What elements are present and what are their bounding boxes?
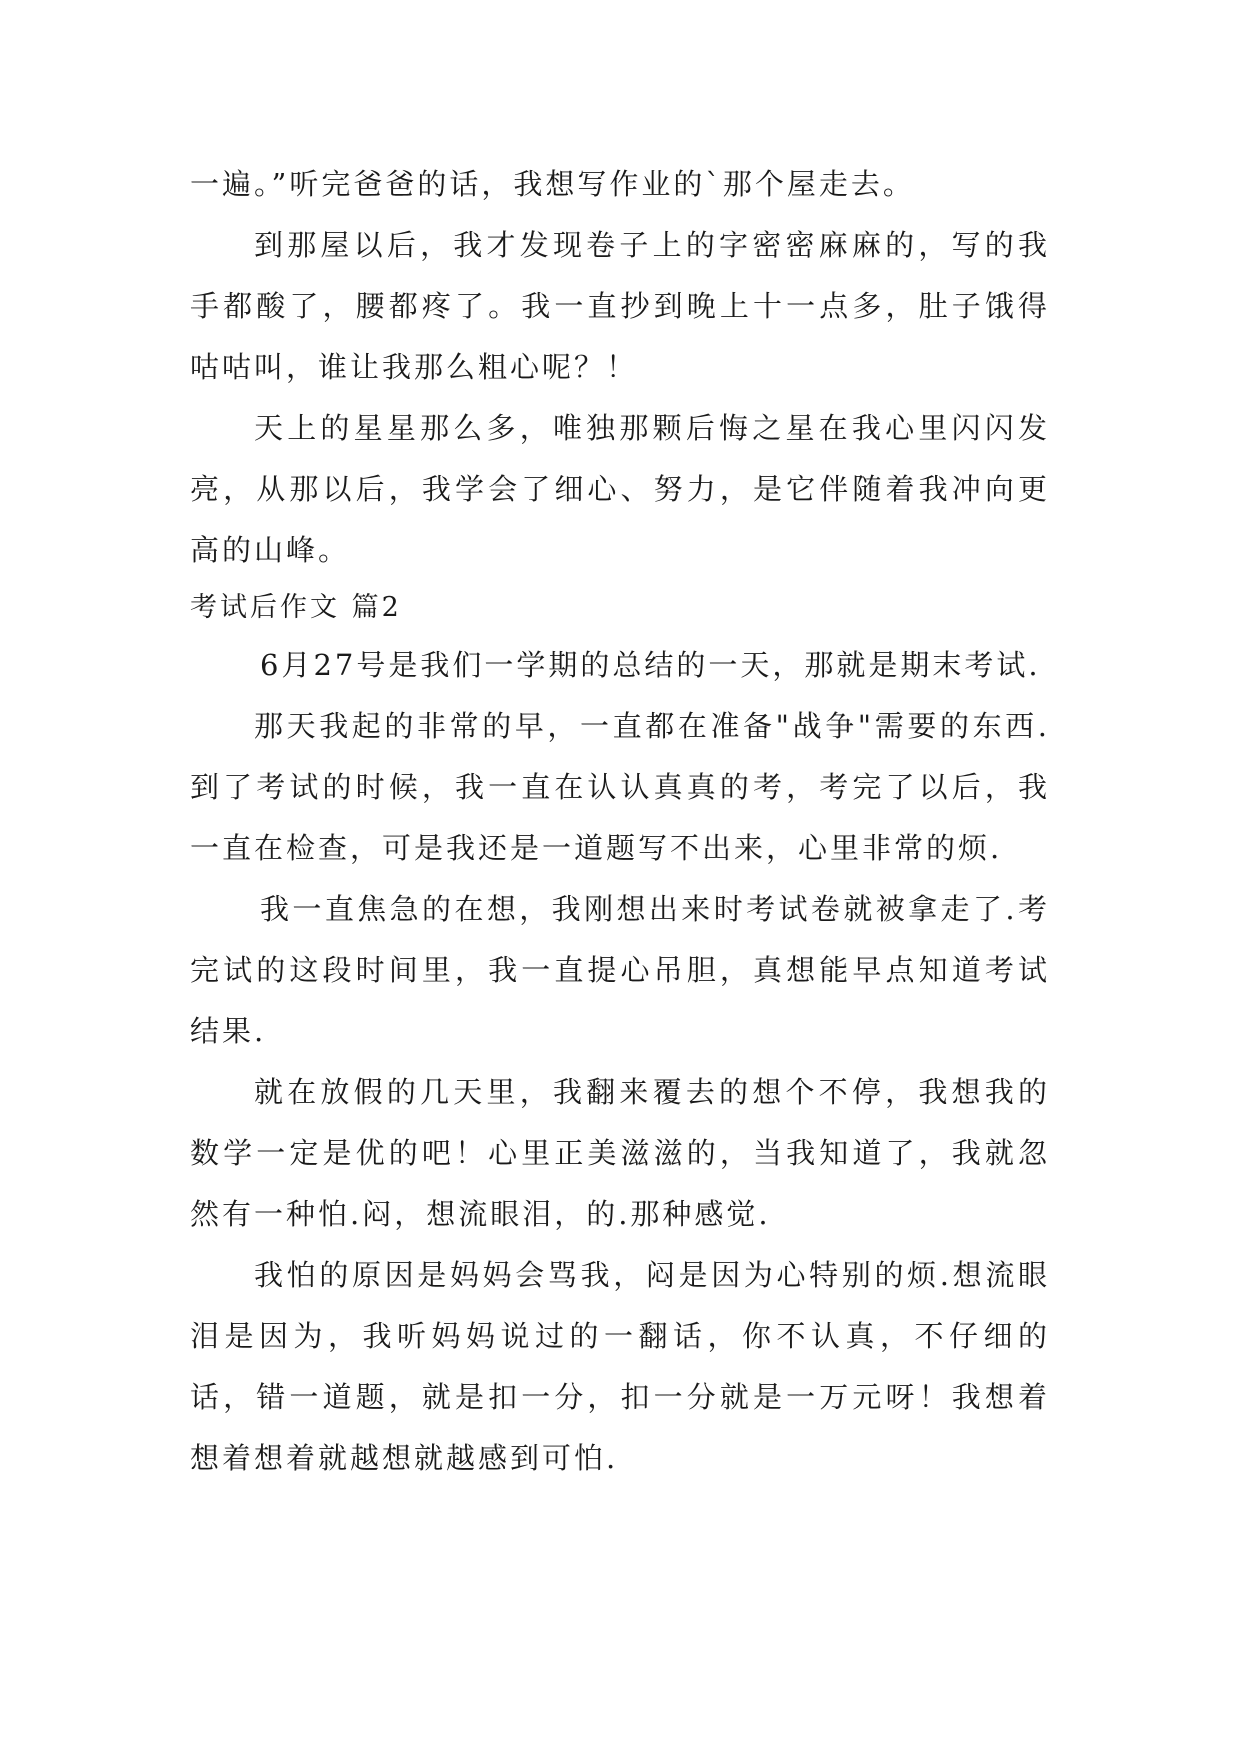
paragraph: 天上的星星那么多，唯独那颗后悔之星在我心里闪闪发亮，从那以后，我学会了细心、努力，是它伴随着我冲向更高的山峰。 xyxy=(190,411,1050,567)
paragraph: 一遍。”听完爸爸的话，我想写作业的`那个屋走去。 xyxy=(190,167,915,201)
paragraph: 我一直焦急的在想，我刚想出来时考试卷就被拿走了.考完试的这段时间里，我一直提心吊胆，真想能早点知道考试结果. xyxy=(190,892,1050,1048)
paragraph: 那天我起的非常的早，一直都在准备"战争"需要的东西.到了考试的时候，我一直在认认真真的考，考完了以后，我一直在检查，可是我还是一道题写不出来，心里非常的烦. xyxy=(190,709,1050,865)
paragraph: 6月27号是我们一学期的总结的一天，那就是期末考试. xyxy=(260,648,1041,682)
section-heading: 考试后作文 篇2 xyxy=(190,592,402,623)
paragraph: 我怕的原因是妈妈会骂我，闷是因为心特别的烦.想流眼泪是因为，我听妈妈说过的一翻话，你不认真，不仔细的话，错一道题，就是扣一分，扣一分就是一万元呀！我想着想着想着就越想就越感到可怕. xyxy=(190,1258,1050,1475)
document-body xyxy=(190,154,1050,1489)
paragraph: 就在放假的几天里，我翻来覆去的想个不停，我想我的数学一定是优的吧！心里正美滋滋的，当我知道了，我就忽然有一种怕.闷，想流眼泪，的.那种感觉. xyxy=(190,1075,1050,1231)
paragraph: 到那屋以后，我才发现卷子上的字密密麻麻的，写的我手都酸了，腰都疼了。我一直抄到晚上十一点多，肚子饿得咕咕叫，谁让我那么粗心呢？！ xyxy=(190,228,1050,384)
